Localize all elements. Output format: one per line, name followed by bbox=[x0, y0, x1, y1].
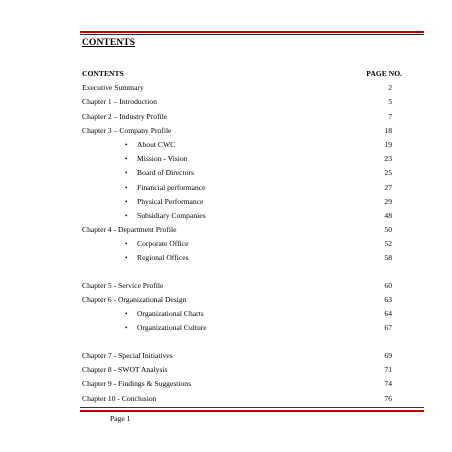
toc-subentry-page: 48 bbox=[384, 210, 392, 220]
toc-entry bbox=[82, 293, 402, 307]
toc-subentry-label: Financial performance bbox=[137, 182, 206, 192]
toc-subentry bbox=[82, 166, 402, 180]
bullet-icon: • bbox=[125, 169, 128, 178]
toc-subentry-page: 27 bbox=[384, 182, 392, 192]
top-red-rule bbox=[80, 31, 424, 33]
bottom-dark-rule bbox=[80, 407, 424, 408]
toc-entry bbox=[82, 124, 402, 138]
toc-subentry bbox=[82, 237, 402, 251]
toc-subentry-page: 25 bbox=[384, 168, 392, 178]
table-of-contents bbox=[82, 67, 402, 406]
toc-entry-page: 76 bbox=[384, 393, 392, 403]
toc-subentry bbox=[82, 307, 402, 321]
toc-entry-label: Chapter 9 - Findings & Suggestions bbox=[82, 379, 192, 389]
toc-entry bbox=[82, 363, 402, 377]
toc-header-label: CONTENTS bbox=[82, 69, 124, 78]
toc-subentry-label: About CWC bbox=[137, 139, 176, 149]
page-title: CONTENTS bbox=[82, 38, 136, 48]
bullet-icon: • bbox=[125, 240, 128, 249]
toc-subentry bbox=[82, 138, 402, 152]
toc-entry bbox=[82, 95, 402, 109]
toc-entry-label: Chapter 8 - SWOT Analysis bbox=[82, 365, 168, 375]
toc-entry bbox=[82, 223, 402, 237]
toc-subentry-label: Physical Performance bbox=[137, 196, 204, 206]
toc-entry-label: Chapter 3 – Company Profile bbox=[82, 125, 172, 135]
toc-entry-page: 2 bbox=[388, 83, 392, 93]
spacer bbox=[82, 336, 402, 349]
toc-header-page: PAGE NO. bbox=[366, 69, 402, 78]
toc-entry-label: Chapter 10 - Conclusion bbox=[82, 393, 157, 403]
toc-entry-label: Chapter 4 - Department Profile bbox=[82, 225, 177, 235]
toc-entry-page: 74 bbox=[384, 379, 392, 389]
toc-subentry-page: 52 bbox=[384, 239, 392, 249]
toc-entry-label: Chapter 7 - Special Initiatives bbox=[82, 350, 173, 360]
spacer bbox=[82, 266, 402, 279]
toc-entry-page: 60 bbox=[384, 280, 392, 290]
toc-entry bbox=[82, 392, 402, 406]
toc-subentry-label: Board of Directors bbox=[137, 168, 194, 178]
toc-subentry bbox=[82, 181, 402, 195]
top-dark-rule bbox=[80, 34, 424, 35]
toc-entry-page: 63 bbox=[384, 295, 392, 305]
toc-entry bbox=[82, 110, 402, 124]
toc-entry-page: 5 bbox=[388, 97, 392, 107]
bullet-icon: • bbox=[125, 254, 128, 263]
toc-subentry bbox=[82, 152, 402, 166]
bottom-red-rule bbox=[80, 410, 424, 412]
toc-entry-page: 50 bbox=[384, 225, 392, 235]
toc-entry bbox=[82, 81, 402, 95]
toc-subentry bbox=[82, 209, 402, 223]
page-footer: Page 1 bbox=[110, 414, 131, 423]
toc-entry-label: Chapter 1 – Introduction bbox=[82, 97, 157, 107]
bullet-icon: • bbox=[125, 197, 128, 206]
bullet-icon: • bbox=[125, 324, 128, 333]
bullet-icon: • bbox=[125, 140, 128, 149]
toc-entry-label: Executive Summary bbox=[82, 83, 144, 93]
toc-entry-page: 69 bbox=[384, 350, 392, 360]
toc-entry bbox=[82, 349, 402, 363]
toc-subentry-label: Organizational Charts bbox=[137, 309, 204, 319]
toc-subentry bbox=[82, 195, 402, 209]
toc-entry bbox=[82, 279, 402, 293]
toc-subentry-label: Mission - Vision bbox=[137, 154, 188, 164]
toc-entry-label: Chapter 5 - Service Profile bbox=[82, 280, 164, 290]
bullet-icon: • bbox=[125, 211, 128, 220]
toc-entry-label: Chapter 2 – Industry Profile bbox=[82, 111, 168, 121]
toc-subentry-label: Corporate Office bbox=[137, 239, 189, 249]
toc-header-row bbox=[82, 67, 402, 81]
toc-entry bbox=[82, 377, 402, 391]
toc-subentry-page: 23 bbox=[384, 154, 392, 164]
toc-subentry-label: Regional Offices bbox=[137, 253, 189, 263]
toc-entry-label: Chapter 6 - Organizational Design bbox=[82, 295, 187, 305]
toc-entry-page: 18 bbox=[384, 125, 392, 135]
toc-subentry bbox=[82, 321, 402, 335]
bullet-icon: • bbox=[125, 155, 128, 164]
toc-subentry-page: 67 bbox=[384, 323, 392, 333]
bullet-icon: • bbox=[125, 183, 128, 192]
toc-subentry-label: Organizational Culture bbox=[137, 323, 207, 333]
toc-subentry-page: 58 bbox=[384, 253, 392, 263]
toc-entry-page: 7 bbox=[388, 111, 392, 121]
toc-entry-page: 71 bbox=[384, 365, 392, 375]
toc-subentry-page: 29 bbox=[384, 196, 392, 206]
toc-subentry-label: Subsidiary Companies bbox=[137, 210, 206, 220]
toc-subentry-page: 64 bbox=[384, 309, 392, 319]
toc-subentry bbox=[82, 251, 402, 265]
toc-subentry-page: 19 bbox=[384, 139, 392, 149]
bullet-icon: • bbox=[125, 310, 128, 319]
